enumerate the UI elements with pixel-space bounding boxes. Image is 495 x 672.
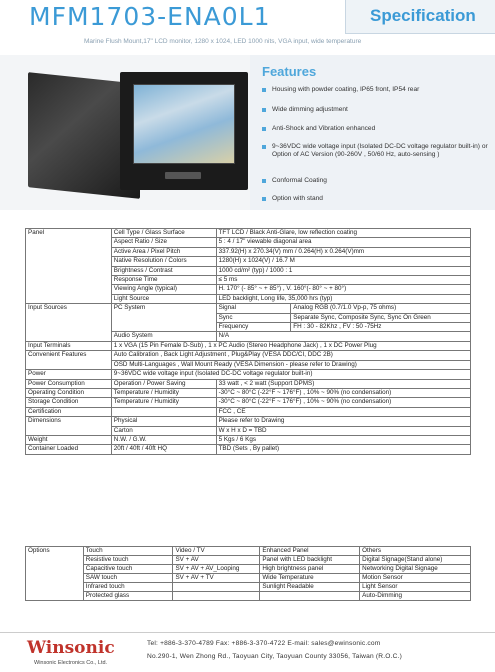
spec-label-cell: Brightness / Contrast (111, 266, 216, 275)
spec-value-cell: 33 watt , < 2 watt (Support DPMS) (216, 379, 470, 388)
options-cell: Light Sensor (360, 583, 471, 592)
table-row (26, 417, 471, 426)
options-cell: Resistive touch (83, 556, 173, 565)
table-row (26, 556, 471, 565)
table-row (26, 379, 471, 388)
feature-item: Housing with powder coating, IP65 front, IP54 rear (262, 86, 490, 94)
category-cell: Convenient Features (26, 351, 112, 370)
options-cell: Protected glass (83, 592, 173, 601)
monitor-screen-image (133, 84, 235, 164)
spec-label-cell: Response Time (111, 276, 216, 285)
table-row (26, 398, 471, 407)
options-cell: Motion Sensor (360, 574, 471, 583)
category-cell: Power Consumption (26, 379, 112, 388)
table-row (26, 565, 471, 574)
bullet-icon (262, 197, 266, 201)
feature-item: 9~36VDC wide voltage input (Isolated DC-DC voltage regulator built-in) or Option of AC Version (90-260V , 50/60 Hz, auto-sensing ) (262, 143, 490, 160)
options-header-cell: Enhanced Panel (260, 547, 360, 556)
options-cell (173, 583, 260, 592)
spec-sublabel-cell: Sync (216, 313, 291, 322)
feature-item: Wide dimming adjustment (262, 106, 490, 114)
spec-label-cell: 20ft / 40ft / 40ft HQ (111, 445, 216, 454)
spec-value-cell: 1280(H) x 1024(V) / 16.7 M (216, 257, 470, 266)
spec-value-cell: 9~36VDC wide voltage input (Isolated DC-DC voltage regulator built-in) (111, 370, 470, 379)
category-cell: Certification (26, 407, 112, 416)
category-cell: Input Terminals (26, 341, 112, 350)
table-row (26, 592, 471, 601)
options-cell (173, 592, 260, 601)
spec-label-cell (111, 407, 216, 416)
features-title: Features (262, 64, 317, 79)
spec-value-cell: 5 Kgs / 6 Kgs (216, 435, 470, 444)
table-row (26, 304, 471, 313)
spec-label-cell: Temperature / Humidity (111, 398, 216, 407)
options-cell: Panel with LED backlight (260, 556, 360, 565)
model-title: MFM1703-ENA0L1 (29, 2, 271, 31)
feature-item: Conformal Coating (262, 177, 490, 185)
table-row (26, 341, 471, 350)
spec-sublabel-cell: Signal (216, 304, 291, 313)
category-cell: Panel (26, 229, 112, 304)
category-cell: Container Loaded (26, 445, 112, 454)
spec-value-cell: Auto Calibration , Back Light Adjustment , Plug&Play (VESA DDC/CI, DDC 2B) (111, 351, 470, 360)
monitor-logo-plate (165, 172, 201, 179)
table-row (26, 445, 471, 454)
spec-value-cell: Separate Sync, Composite Sync, Sync On Green (291, 313, 471, 322)
spec-value-cell: 337.92(H) x 270.34(V) mm / 0.264(H) x 0.264(V)mm (216, 247, 470, 256)
feature-item: Option with stand (262, 195, 490, 203)
options-label-cell: Options (26, 547, 84, 601)
options-cell: Digital Signage(Stand alone) (360, 556, 471, 565)
table-row (26, 229, 471, 238)
options-cell: SV + AV (173, 556, 260, 565)
spec-value-cell: W x H x D = TBD (216, 426, 470, 435)
spec-value-cell: FCC , CE (216, 407, 470, 416)
bullet-icon (262, 127, 266, 131)
category-cell: Weight (26, 435, 112, 444)
options-table (25, 546, 471, 601)
spec-value-cell: Please refer to Drawing (216, 417, 470, 426)
options-cell: SV + AV + TV (173, 574, 260, 583)
spec-value-cell: N/A (216, 332, 470, 341)
spec-value-cell: -30°C ~ 80°C (-22°F ~ 176°F) , 10% ~ 90% (no condensation) (216, 388, 470, 397)
header (0, 0, 495, 48)
spec-value-cell: H. 170° (- 85° ~ + 85°) , V. 160°(- 80° ~ + 80°) (216, 285, 470, 294)
bullet-icon (262, 145, 266, 149)
brand-company-name: Winsonic Electronics Co., Ltd. (34, 660, 108, 666)
spec-value-cell: ≤ 5 ms (216, 276, 470, 285)
spec-sublabel-cell: Frequency (216, 323, 291, 332)
options-cell: Infrared touch (83, 583, 173, 592)
spec-value-cell: -30°C ~ 80°C (-22°F ~ 176°F) , 10% ~ 90% (no condensation) (216, 398, 470, 407)
table-row (26, 388, 471, 397)
table-row (26, 370, 471, 379)
spec-label-cell: Carton (111, 426, 216, 435)
bullet-icon (262, 179, 266, 183)
address-line: No.290-1, Wen Zhong Rd., Taoyuan City, Taoyuan County 33056, Taiwan (R.O.C.) (147, 653, 403, 660)
options-cell: Capacitive touch (83, 565, 173, 574)
options-header-cell: Others (360, 547, 471, 556)
options-header-cell: Video / TV (173, 547, 260, 556)
spec-label-cell: Light Source (111, 294, 216, 303)
options-header-cell: Touch (83, 547, 173, 556)
spec-value-cell: TFT LCD / Black Anti-Glare, low reflection coating (216, 229, 470, 238)
category-cell: Storage Condition (26, 398, 112, 407)
table-row (26, 583, 471, 592)
spec-value-cell: 1000 cd/m² (typ) / 1000 : 1 (216, 266, 470, 275)
spec-value-cell: OSD Multi-Languages , Wall Mount Ready (VESA Dimension - please refer to Drawing) (111, 360, 470, 369)
bullet-icon (262, 88, 266, 92)
spec-label-cell: Physical (111, 417, 216, 426)
footer-divider (0, 632, 495, 633)
brand-logo: Winsonic (27, 638, 115, 658)
options-cell: Sunlight Readable (260, 583, 360, 592)
spec-label-cell: Active Area / Pixel Pitch (111, 247, 216, 256)
options-cell: SV + AV + AV_Looping (173, 565, 260, 574)
spec-label-cell: N.W. / G.W. (111, 435, 216, 444)
contact-line: Tel: +886-3-370-4789 Fax: +886-3-370-4722 E-mail: sales@ewinsonic.com (147, 640, 381, 647)
spec-label-cell: Aspect Ratio / Size (111, 238, 216, 247)
bullet-icon (262, 108, 266, 112)
options-cell: Auto-Dimming (360, 592, 471, 601)
spec-value-cell: LED backlight, Long life, 35,000 hrs (typ) (216, 294, 470, 303)
spec-label-cell: PC System (111, 304, 216, 332)
table-row (26, 574, 471, 583)
spec-label-cell: Cell Type / Glass Surface (111, 229, 216, 238)
options-cell: Wide Temperature (260, 574, 360, 583)
category-cell: Operating Condition (26, 388, 112, 397)
options-cell: High brightness panel (260, 565, 360, 574)
spec-table (25, 228, 471, 455)
options-cell: SAW touch (83, 574, 173, 583)
options-cell (260, 592, 360, 601)
table-row (26, 351, 471, 360)
product-subtitle: Marine Flush Mount,17" LCD monitor, 1280 x 1024, LED 1000 nits, VGA input, wide temperature (84, 38, 362, 45)
spec-value-cell: 1 x VGA (15 Pin Female D-Sub) , 1 x PC Audio (Stereo Headphone Jack) , 1 x DC Power Plug (111, 341, 470, 350)
table-row (26, 547, 471, 556)
category-cell: Dimensions (26, 417, 112, 436)
table-row (26, 407, 471, 416)
spec-label-cell: Audio System (111, 332, 216, 341)
category-cell: Input Sources (26, 304, 112, 342)
spec-label-cell: Temperature / Humidity (111, 388, 216, 397)
feature-item: Anti-Shock and Vibration enhanced (262, 125, 490, 133)
options-cell: Networking Digital Signage (360, 565, 471, 574)
table-row (26, 435, 471, 444)
spec-label-cell: Operation / Power Saving (111, 379, 216, 388)
spec-label-cell: Native Resolution / Colors (111, 257, 216, 266)
spec-label: Specification (370, 6, 476, 25)
spec-value-cell: 5 : 4 / 17" viewable diagonal area (216, 238, 470, 247)
spec-label-cell: Viewing Angle (typical) (111, 285, 216, 294)
spec-value-cell: TBD (Sets , By pallet) (216, 445, 470, 454)
spec-value-cell: Analog RGB (0.7/1.0 Vp-p, 75 ohms) (291, 304, 471, 313)
category-cell: Power (26, 370, 112, 379)
spec-value-cell: FH : 30 - 82Khz , FV : 50 -75Hz (291, 323, 471, 332)
